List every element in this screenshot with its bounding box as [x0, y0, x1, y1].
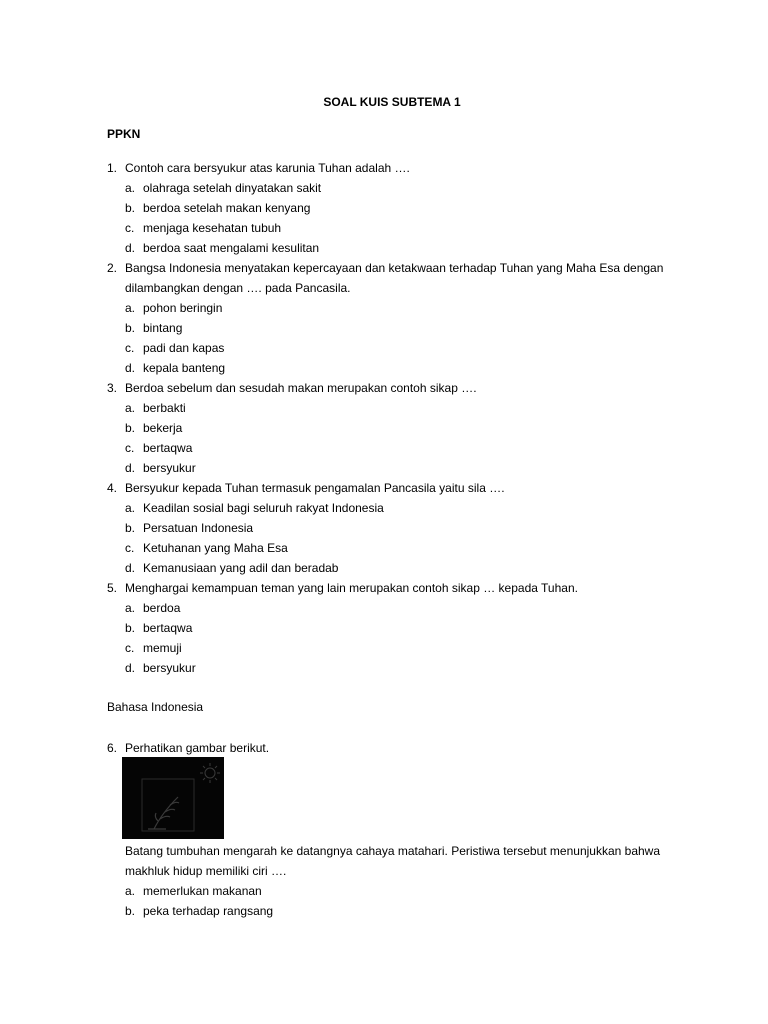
option-letter: d. — [125, 661, 136, 675]
option-text: bersyukur — [143, 461, 196, 475]
question-number: 1. — [107, 161, 118, 175]
option-text: bintang — [143, 321, 183, 335]
option-text: berdoa setelah makan kenyang — [143, 201, 311, 215]
question-6-paragraph: Batang tumbuhan mengarah ke datangnya cahaya matahari. Peristiwa tersebut menunjukkan bahwa makhluk hidup memiliki ciri …. — [125, 844, 661, 878]
question-1 — [107, 158, 667, 178]
option-4b — [125, 518, 253, 538]
option-3c — [125, 438, 192, 458]
question-number: 3. — [107, 381, 118, 395]
option-text: berdoa saat mengalami kesulitan — [143, 241, 320, 255]
option-1a — [125, 178, 321, 198]
option-letter: c. — [125, 221, 135, 235]
option-text: bertaqwa — [143, 441, 193, 455]
option-3b — [125, 418, 182, 438]
question-text: Bersyukur kepada Tuhan termasuk pengamalan Pancasila yaitu sila …. — [125, 481, 505, 495]
option-3d — [125, 458, 196, 478]
option-2d — [125, 358, 225, 378]
option-2c — [125, 338, 224, 358]
option-text: Kemanusiaan yang adil dan beradab — [143, 561, 339, 575]
option-text: bekerja — [143, 421, 183, 435]
option-1d — [125, 238, 319, 258]
section-heading-bahasa: Bahasa Indonesia — [107, 700, 204, 714]
option-text: bersyukur — [143, 661, 196, 675]
option-5a — [125, 598, 180, 618]
option-letter: b. — [125, 621, 136, 635]
option-text: Persatuan Indonesia — [143, 521, 254, 535]
option-letter: c. — [125, 641, 135, 655]
question-4 — [107, 478, 667, 498]
option-letter: b. — [125, 421, 136, 435]
option-5b — [125, 618, 192, 638]
option-letter: b. — [125, 201, 136, 215]
option-letter: b. — [125, 904, 136, 918]
option-letter: d. — [125, 561, 136, 575]
option-4d — [125, 558, 338, 578]
option-text: memerlukan makanan — [143, 884, 262, 898]
option-letter: a. — [125, 501, 136, 515]
question-5 — [107, 578, 667, 598]
option-text: bertaqwa — [143, 621, 193, 635]
option-1b — [125, 198, 310, 218]
option-2a — [125, 298, 222, 318]
option-text: memuji — [143, 641, 182, 655]
option-text: pohon beringin — [143, 301, 223, 315]
option-letter: c. — [125, 341, 135, 355]
question-text: Contoh cara bersyukur atas karunia Tuhan adalah …. — [125, 161, 410, 175]
option-letter: d. — [125, 461, 136, 475]
question-3 — [107, 378, 667, 398]
question-2 — [107, 258, 667, 298]
option-text: padi dan kapas — [143, 341, 225, 355]
option-4a — [125, 498, 384, 518]
question-number: 4. — [107, 481, 118, 495]
option-text: peka terhadap rangsang — [143, 904, 274, 918]
option-text: Ketuhanan yang Maha Esa — [143, 541, 288, 555]
option-text: berdoa — [143, 601, 181, 615]
option-1c — [125, 218, 281, 238]
option-letter: a. — [125, 301, 136, 315]
question-number: 2. — [107, 261, 118, 275]
option-letter: d. — [125, 241, 136, 255]
option-letter: a. — [125, 181, 136, 195]
option-5c — [125, 638, 182, 658]
option-4c — [125, 538, 288, 558]
option-2b — [125, 318, 182, 338]
page-title: SOAL KUIS SUBTEMA 1 — [323, 95, 461, 109]
option-letter: c. — [125, 541, 135, 555]
option-text: menjaga kesehatan tubuh — [143, 221, 282, 235]
option-letter: a. — [125, 601, 136, 615]
plant-toward-sun-illustration — [122, 757, 224, 839]
option-3a — [125, 398, 186, 418]
question-text: Perhatikan gambar berikut. — [125, 741, 270, 755]
question-6 — [107, 738, 667, 758]
section-heading-ppkn: PPKN — [107, 127, 141, 141]
option-letter: b. — [125, 321, 136, 335]
plant-light-figure — [122, 757, 224, 839]
question-text: Berdoa sebelum dan sesudah makan merupakan contoh sikap …. — [125, 381, 477, 395]
option-letter: a. — [125, 884, 136, 898]
option-letter: b. — [125, 521, 136, 535]
option-5d — [125, 658, 196, 678]
question-number: 5. — [107, 581, 118, 595]
option-letter: c. — [125, 441, 135, 455]
option-6a — [125, 881, 262, 901]
question-text: Menghargai kemampuan teman yang lain merupakan contoh sikap … kepada Tuhan. — [125, 581, 578, 595]
question-number: 6. — [107, 741, 118, 755]
option-letter: a. — [125, 401, 136, 415]
option-text: kepala banteng — [143, 361, 226, 375]
option-text: Keadilan sosial bagi seluruh rakyat Indonesia — [143, 501, 384, 515]
option-letter: d. — [125, 361, 136, 375]
option-text: olahraga setelah dinyatakan sakit — [143, 181, 322, 195]
option-6b — [125, 901, 273, 921]
option-text: berbakti — [143, 401, 186, 415]
question-text: Bangsa Indonesia menyatakan kepercayaan dan ketakwaan terhadap Tuhan yang Maha Esa dengan dilambangkan dengan …. pada Pancasila. — [125, 261, 664, 295]
